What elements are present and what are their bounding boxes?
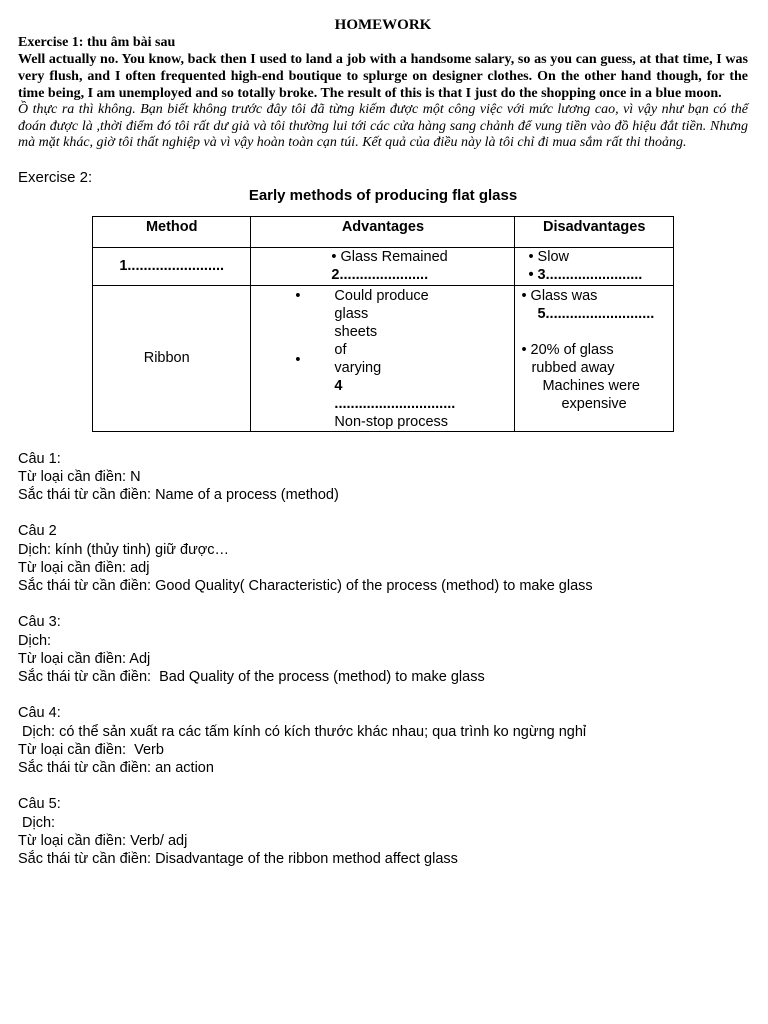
note-line: Từ loại cần điền: Adj — [18, 650, 151, 667]
row2-adv-line-4: of — [334, 341, 347, 358]
note-line: Sắc thái từ cần điền: an action — [18, 759, 214, 776]
header-advantages: Advantages — [251, 216, 515, 247]
row2-adv-line-5: varying — [334, 359, 382, 376]
spacer — [18, 686, 748, 704]
table-row-2 — [93, 285, 674, 431]
blank-4-number: 4 — [334, 377, 343, 394]
note-line: Dịch: kính (thủy tinh) giữ được… — [18, 541, 230, 558]
note-heading: Câu 2 — [18, 523, 57, 540]
row2-adv-nonstop: Non-stop process — [334, 413, 449, 430]
note-line: Dịch: có thể sản xuất ra các tấm kính có kích thước khác nhau; qua trình ko ngừng nghỉ — [18, 723, 587, 740]
note-line: Từ loại cần điền: Verb — [18, 741, 164, 758]
row1-method-cell — [93, 247, 251, 285]
spacer — [18, 504, 748, 522]
row2-method-cell — [93, 285, 251, 431]
row1-adv-bullet: • Glass Remained — [331, 248, 448, 265]
exercise1-vietnamese-paragraph: Ồ thực ra thì không. Bạn biết không trước đây tôi đã từng kiếm được một công việc với mức lương cao, vì vậy như bạn có thể đoán được là ,thời điểm đó tôi rất dư giả và tôi thường lui tới các cửa hàng sang chảnh để vung tiền vào đồ hiệu đắt tiền. Nhưng mà mặt khác, giờ tôi thất nghiệp và vì vậy hoàn toàn cạn túi. Kết quả của điều này là tôi chỉ đi mua sắm rất thi thoảng. — [18, 102, 748, 150]
row2-dis-rubbed-away: rubbed away — [531, 359, 615, 376]
blank-5: 5........................... — [537, 305, 655, 322]
note-heading: Câu 1: — [18, 450, 61, 467]
note-heading: Câu 3: — [18, 614, 61, 631]
note-cau-5 — [18, 795, 748, 868]
answer-notes — [18, 450, 748, 869]
row2-disadvantages-cell — [515, 285, 674, 431]
note-line: Sắc thái từ cần điền: Bad Quality of the process (method) to make glass — [18, 668, 485, 685]
note-line: Dịch: — [18, 632, 52, 649]
document-title: HOMEWORK — [334, 17, 432, 33]
note-heading: Câu 4: — [18, 705, 61, 722]
method-ribbon: Ribbon — [143, 350, 190, 366]
note-line: Từ loại cần điền: N — [18, 468, 141, 485]
exercise1-heading: Exercise 1: thu âm bài sau — [18, 35, 176, 50]
spacer — [18, 595, 748, 613]
table-title: Early methods of producing flat glass — [248, 186, 518, 204]
blank-1: 1........................ — [119, 258, 225, 274]
note-line: Sắc thái từ cần điền: Disadvantage of the ribbon method affect glass — [18, 850, 458, 867]
document-page — [18, 16, 748, 868]
row2-dis-expensive: expensive — [561, 395, 627, 412]
note-cau-2 — [18, 522, 748, 595]
row2-adv-line-3: sheets — [334, 323, 378, 340]
row2-adv-line-2: glass — [334, 305, 369, 322]
row2-adv-bullet-1: • — [295, 287, 301, 304]
note-line: Sắc thái từ cần điền: Good Quality( Characteristic) of the process (method) to make glass — [18, 577, 593, 594]
note-cau-1 — [18, 450, 748, 505]
row2-dis-glass-was: • Glass was — [521, 287, 598, 304]
note-line: Từ loại cần điền: Verb/ adj — [18, 832, 188, 849]
blank-4-dots: .............................. — [334, 395, 456, 412]
exercise2-heading: Exercise 2: — [18, 168, 93, 186]
row2-advantages-cell — [251, 285, 515, 431]
row1-disadvantages-cell — [515, 247, 674, 285]
header-disadvantages: Disadvantages — [515, 216, 674, 247]
exercise1-english-paragraph: Well actually no. You know, back then I used to land a job with a handsome salary, so as you can guess, at that time, I was very flush, and I often frequented high-end boutique to splurge on designer clothes. On the other hand though, for the time being, I am unemployed and so totally broke. The result of this is that I just do the shopping once in a blue moon. — [18, 52, 748, 101]
blank-2: 2...................... — [331, 266, 429, 283]
note-line: Từ loại cần điền: adj — [18, 559, 150, 576]
note-line: Dịch: — [18, 814, 56, 831]
note-heading: Câu 5: — [18, 796, 61, 813]
table-row-1 — [93, 247, 674, 285]
table-header-row — [93, 216, 674, 247]
row2-adv-line-1: Could produce — [334, 287, 429, 304]
row2-dis-20-percent: • 20% of glass — [521, 341, 614, 358]
header-method: Method — [93, 216, 251, 247]
note-cau-4 — [18, 704, 748, 777]
blank-3: • 3........................ — [528, 266, 643, 283]
flat-glass-table — [92, 216, 674, 432]
row2-dis-machines: Machines were — [542, 377, 640, 394]
row1-advantages-cell — [251, 247, 515, 285]
spacer — [18, 777, 748, 795]
note-line: Sắc thái từ cần điền: Name of a process (method) — [18, 486, 339, 503]
row1-dis-slow: • Slow — [528, 248, 569, 265]
row2-adv-bullet-2: • — [295, 351, 301, 368]
row2-dis-spacer — [521, 323, 673, 341]
note-cau-3 — [18, 613, 748, 686]
